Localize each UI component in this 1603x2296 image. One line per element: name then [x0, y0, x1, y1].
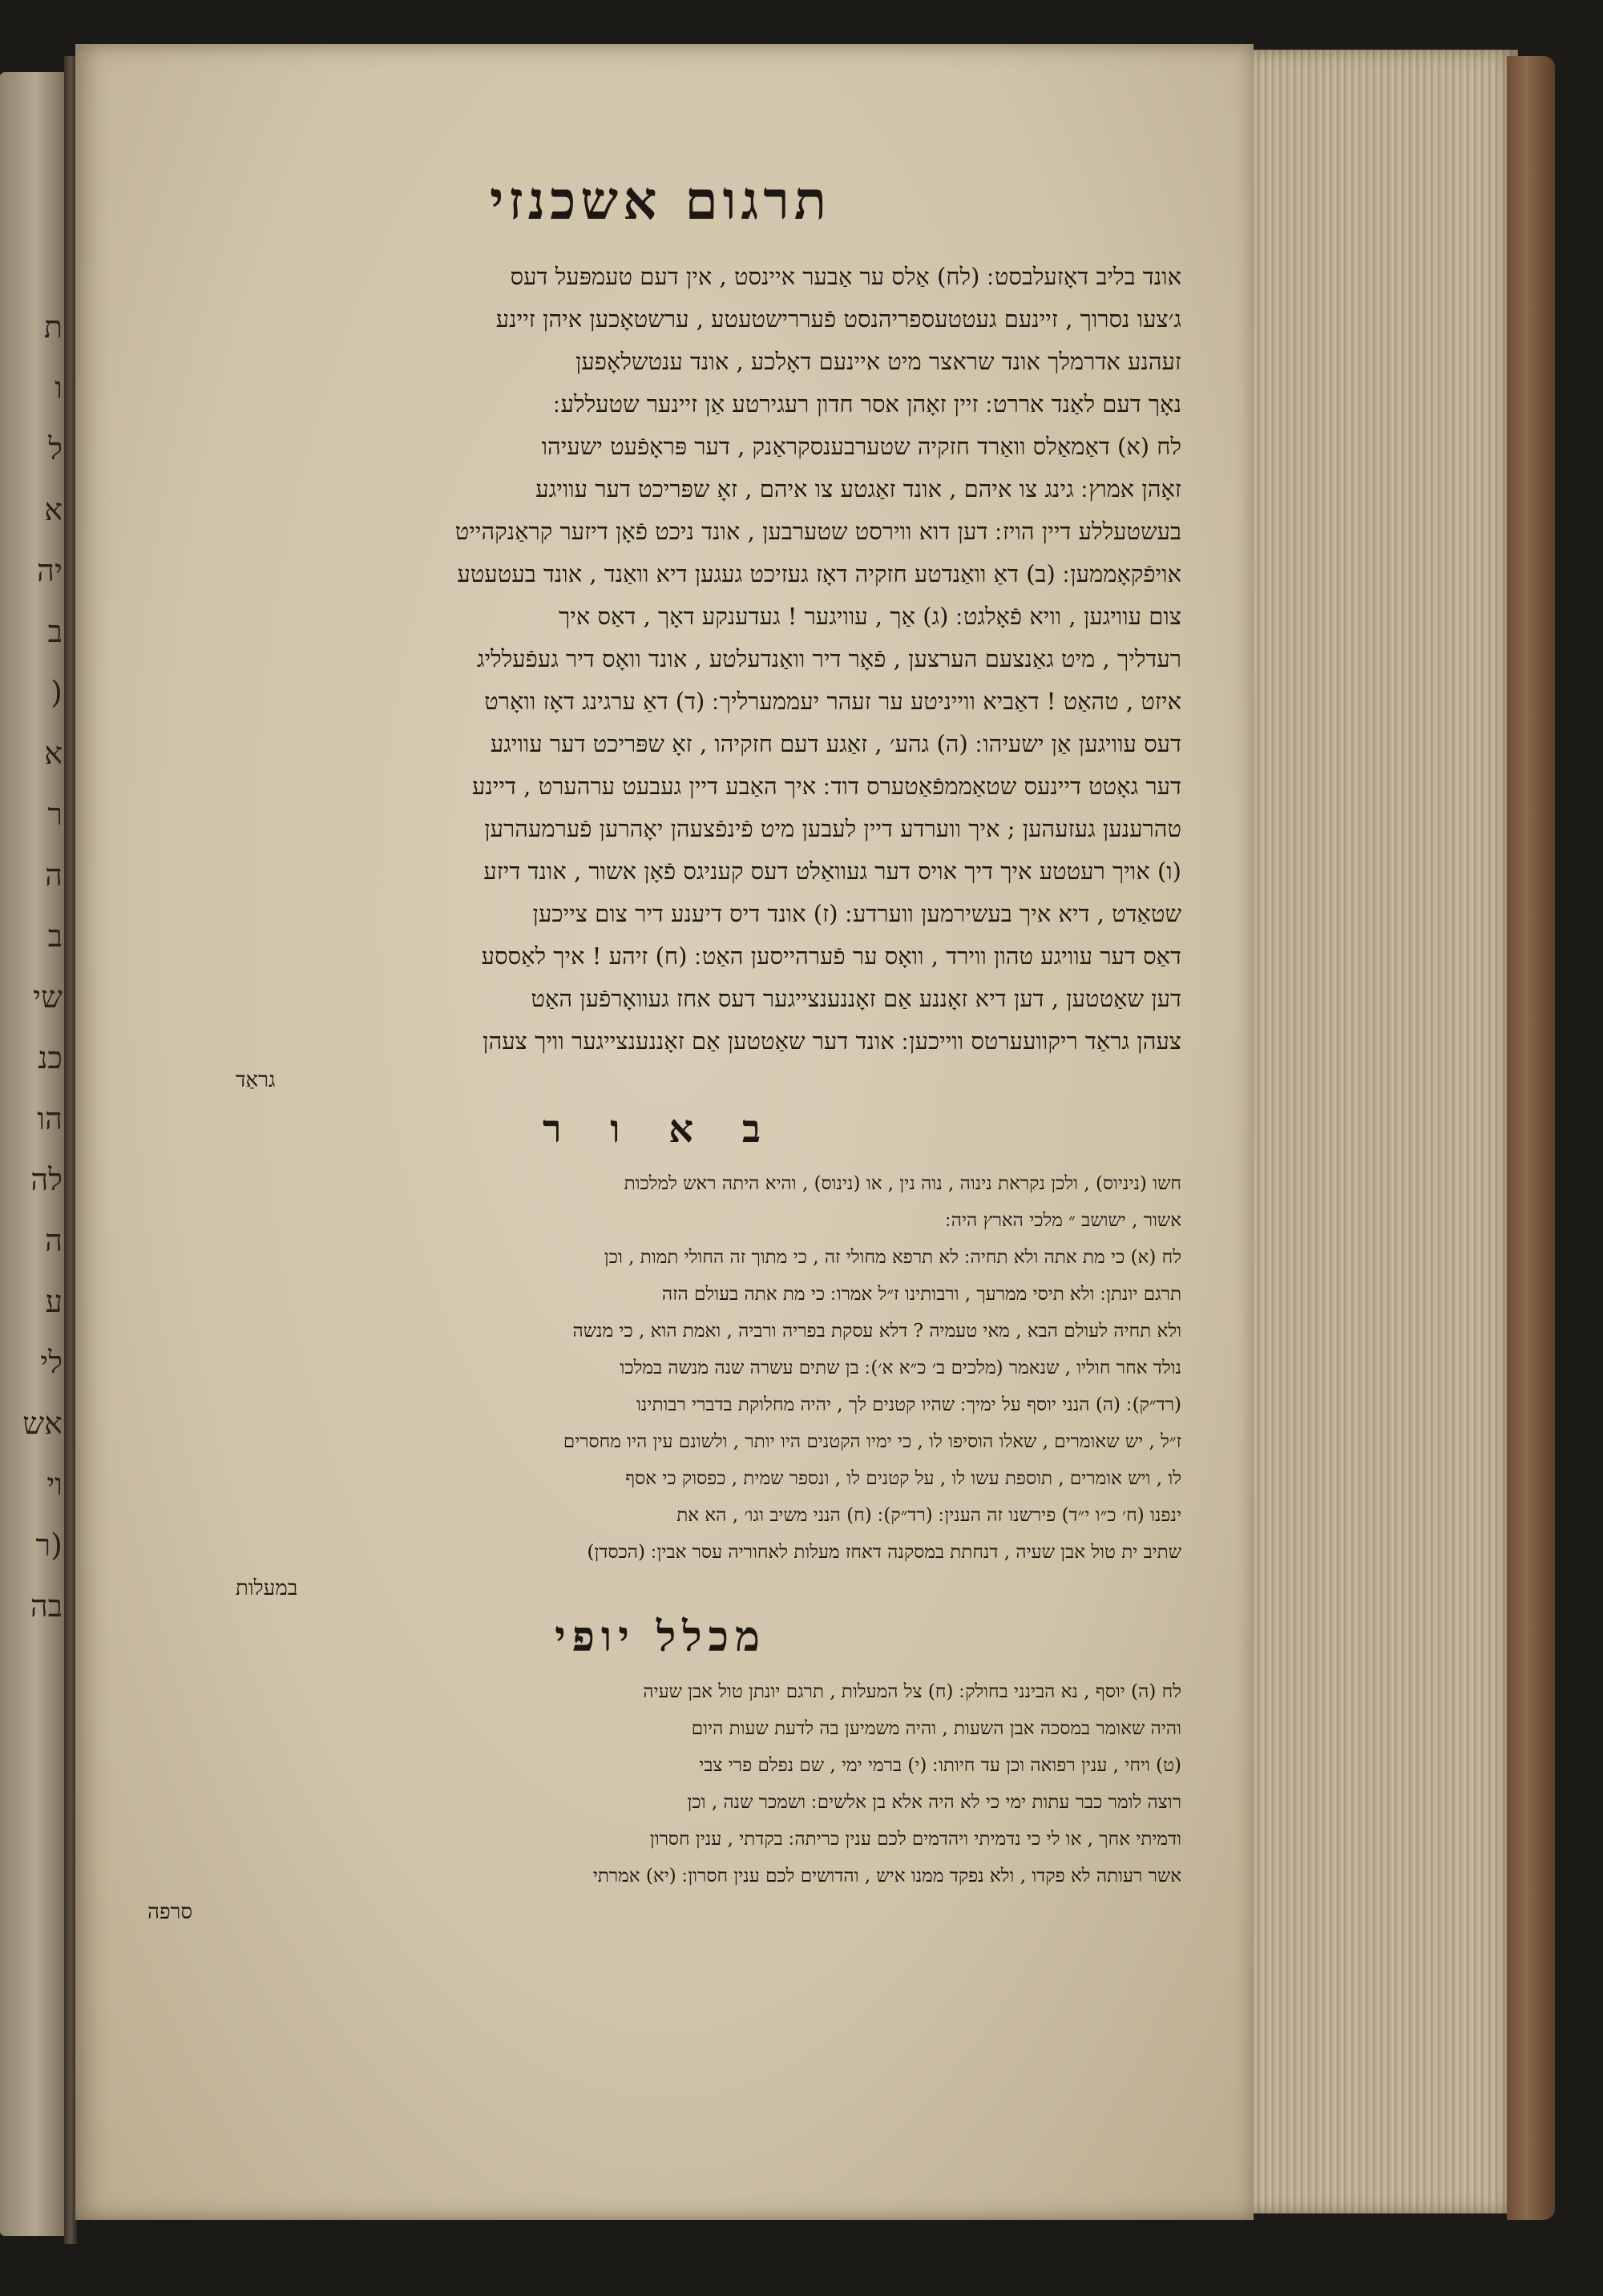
commentary-block: [139, 1239, 1181, 1571]
previous-page-fragment: ו: [55, 370, 63, 406]
catchword: סרפה: [147, 1900, 193, 1924]
previous-page-fragment: (: [50, 675, 63, 710]
previous-page-fragment: יה: [37, 553, 63, 588]
biur-line: אשור , ישושב ״ מלכי הארץ היה ׃: [945, 1210, 1181, 1231]
commentary-line: תרגם יונתן ׃ ולא תיסי ממרעך , ורבותינו ז״ל אמרו ׃ כי מת אתה בעולם הזה: [661, 1284, 1181, 1305]
previous-page-fragment: וי: [46, 1467, 63, 1502]
mikhlal-yofi-block: [139, 1673, 1181, 1895]
translation-line: דעס עוויגען אַן ישעיהו ׃ (ה) גהע׳ , זאַגע דעם חזקיהו , זאָ שפּריכט דער עוויגע: [490, 730, 1181, 757]
book-page: [75, 44, 1254, 2220]
previous-page-fragment: בה: [30, 1588, 63, 1624]
mikhlal-yofi-heading: מכלל יופי: [555, 1612, 766, 1661]
mikhlal-yofi-line: (ט) ויחי , ענין רפואה וכן עד חיותו ׃ (י) ברמי ימי , שם נפלם פרי צבי: [699, 1755, 1181, 1776]
page-content: [139, 164, 1181, 1930]
translation-tail: גראַד: [236, 1068, 276, 1092]
previous-page-fragment: א: [44, 736, 63, 771]
previous-page-fragment: (ר: [35, 1527, 63, 1563]
previous-page-fragment: אש: [22, 1406, 63, 1441]
biur-line: חשו (ניניוס) , ולכן נקראת נינוה , נוה נין , או (נינוס) , והיא היתה ראש למלכות: [624, 1173, 1181, 1194]
page-block-fore-edge: [1254, 50, 1518, 2213]
commentary-line: ז״ל , יש שאומרים , שאלו הוסיפו לו , כי ימיו הקטנים היו יותר , ולשונם עין היו מחסרים: [563, 1431, 1181, 1452]
previous-page-fragment: ל: [48, 431, 63, 466]
translation-line: איזט , טהאַט ! דאַביא ווייניטע ער זעהר יעממערליך ׃ (ד) דאַ ערגינג דאָז וואָרט: [484, 688, 1181, 715]
translation-line: זעהנע אדרמלך אונד שראצר מיט איינעם דאָלכע , אונד ענטשלאָפען: [575, 348, 1181, 375]
previous-page-fragment: ה: [45, 1223, 63, 1258]
running-head: תרגום אשכנזי: [489, 169, 832, 232]
commentary-line: (רד״ק) ׃ (ה) הנני יוסף על ימיך ׃ שהיו קטנים לך , יהיה מחלוקת בדברי רבותינו: [636, 1394, 1181, 1415]
translation-line: אויפֿקאָממען ׃ (ב) דאַ וואַנדטע חזקיה דאָז געזיכט געגען דיא וואַנד , אונד בעטעטע: [457, 560, 1181, 587]
translation-line: דאַס דער עוויגע טהון ווירד , וואָס ער פֿערהייסען האַט ׃ (ח) זיהע ! איך לאַססע: [481, 942, 1181, 970]
book-cover-edge: [1507, 56, 1555, 2220]
mikhlal-yofi-line: אשר רעותה לא פקדו , ולא נפקד ממנו איש , והדושים לכם ענין חסרון ׃ (יא) אמרתי: [592, 1866, 1181, 1886]
previous-page-fragment: הו: [37, 1101, 63, 1136]
biur-heading: ב א ו ר: [543, 1107, 778, 1152]
mikhlal-yofi-line: והיה שאומר במסכה אבן השעות , והיה משמיען בה לדעת שעות היום: [691, 1718, 1181, 1739]
previous-page-fragment: ה: [45, 857, 63, 893]
translation-line: (ו) אויך רעטטע איך דיך אויס דער געוואַלט דעס קעניגס פֿאָן אשור , אונד דיזע: [483, 857, 1181, 885]
translation-line: ג׳צעו נסרוך , זיינעם געטטעספריהנסט פֿעררישטעטע , ערשטאָכען איהן זיינע: [495, 305, 1181, 333]
previous-page-fragment: לה: [30, 1162, 63, 1197]
previous-page-fragment: ב: [47, 614, 63, 649]
translation-line: רעדליך , מיט גאַנצעם הערצען , פֿאָר דיר וואַנדעלטע , אונד וואָס דיר געפֿעלליג: [476, 645, 1181, 672]
translation-line: שטאַדט , דיא איך בעשירמען ווערדע ׃ (ז) אונד דיס דיענע דיר צום צייכען: [532, 900, 1181, 927]
mikhlal-yofi-line: לח (ה) יוסף , נא הבינני בחולק ׃ (ח) צל המעלות , תרגם יונתן טול אבן שעיה: [643, 1681, 1181, 1702]
translation-line: צעהן גראַד ריקוועערטס ווייכען ׃ אונד דער שאַטטען אַם זאָננענצייגער וויך צעהן: [483, 1027, 1181, 1055]
translation-line: טהרענען געזעהען ; איך ווערדע דיין לעבען מיט פֿינפֿצעהן יאָהרען פֿערמעהרען: [484, 815, 1181, 842]
previous-page-fragment: א: [44, 492, 63, 527]
biur-block: [139, 1165, 1181, 1239]
mikhlal-yofi-line: רוצה לומר כבר עתות ימי כי לא היה אלא בן אלשים ׃ ושמכר שנה , וכן: [687, 1792, 1181, 1813]
commentary-line: שתיב ית טול אבן שעיה , דנחתת במסקנה דאחז מעלות לאחוריה עסר אבין ׃ (הכסדן): [587, 1542, 1181, 1563]
commentary-line: לח (א) כי מת אתה ולא תחיה ׃ לא תרפא מחולי זה , כי מתוך זה החולי תמות , וכן: [604, 1247, 1181, 1268]
translation-line: נאָך דעם לאַנד אררט ׃ זיין זאָהן אסר חדון רעגירטע אַן זיינער שטעללע ׃: [553, 390, 1181, 418]
commentary-tail: במעלות: [236, 1576, 298, 1600]
translation-line: זאָהן אמוץ ׃ גינג צו איהם , אונד זאַגטע צו איהם , זאָ שפּריכט דער עוויגע: [535, 475, 1181, 502]
translation-line: דער גאָטט דיינעס שטאַממפֿאַטערס דוד ׃ איך האַבע דיין געבעט ערהערט , דיינע: [471, 773, 1181, 800]
previous-page-edge: [0, 72, 64, 2236]
previous-page-fragment: ב: [47, 918, 63, 954]
commentary-line: ולא תחיה לעולם הבא , מאי טעמיה ? דלא עסקת בפריה ורביה , ואמת הוא , כי מנשה: [572, 1321, 1181, 1342]
previous-page-fragment: שי: [33, 979, 63, 1015]
translation-line: בעשטעללע דיין הויז ׃ דען דוא ווירסט שטערבען , אונד ניכט פֿאָן דיזער קראַנקהייט: [454, 518, 1181, 545]
previous-page-fragment: ר: [47, 797, 63, 832]
previous-page-text-fragments: [2, 297, 63, 1636]
commentary-line: ינפנו (ח׳ כ״ו י״ד) פירשנו זה הענין ׃ (רד״ק) ׃ (ח) הנני משיב וגו׳ , הא את: [676, 1505, 1181, 1526]
commentary-line: לו , ויש אומרים , תוספת עשו לו , על קטנים לו , ונספר שמית , כפסוק כי אסף: [625, 1468, 1181, 1489]
translation-line: דען שאַטטען , דען דיא זאָננע אַם זאָננענצייגער דעס אחז געוואָרפֿען האַט: [531, 985, 1181, 1012]
translation-line: אונד בליב דאָזעלבסט ׃ (לח) אַלס ער אַבער איינסט , אין דעם טעמפּעל דעס: [510, 263, 1181, 290]
mikhlal-yofi-line: ודמיתי אחך , או לי כי נדמיתי ויהדמים לכם ענין כריתה ׃ בקדתי , ענין חסרון: [649, 1829, 1181, 1850]
commentary-line: נולד אחר חוליו , שנאמר (מלכים ב׳ כ״א א׳) ׃ בן שתים עשרה שנה מנשה במלכו: [620, 1358, 1181, 1378]
previous-page-fragment: כנ: [38, 1040, 63, 1075]
previous-page-fragment: ע: [45, 1284, 63, 1319]
previous-page-fragment: לי: [40, 1345, 63, 1380]
translation-line: לח (א) דאַמאַלס וואַרד חזקיה שטערבענסקראַנק , דער פּראָפֿעט ישעיהו: [541, 433, 1181, 460]
translation-block: [139, 256, 1181, 1063]
translation-line: צום עוויגען , וויא פֿאָלגט ׃ (ג) אַך , עוויגער ! געדענקע דאָך , דאַס איך: [559, 603, 1181, 630]
previous-page-fragment: ת: [43, 309, 63, 345]
